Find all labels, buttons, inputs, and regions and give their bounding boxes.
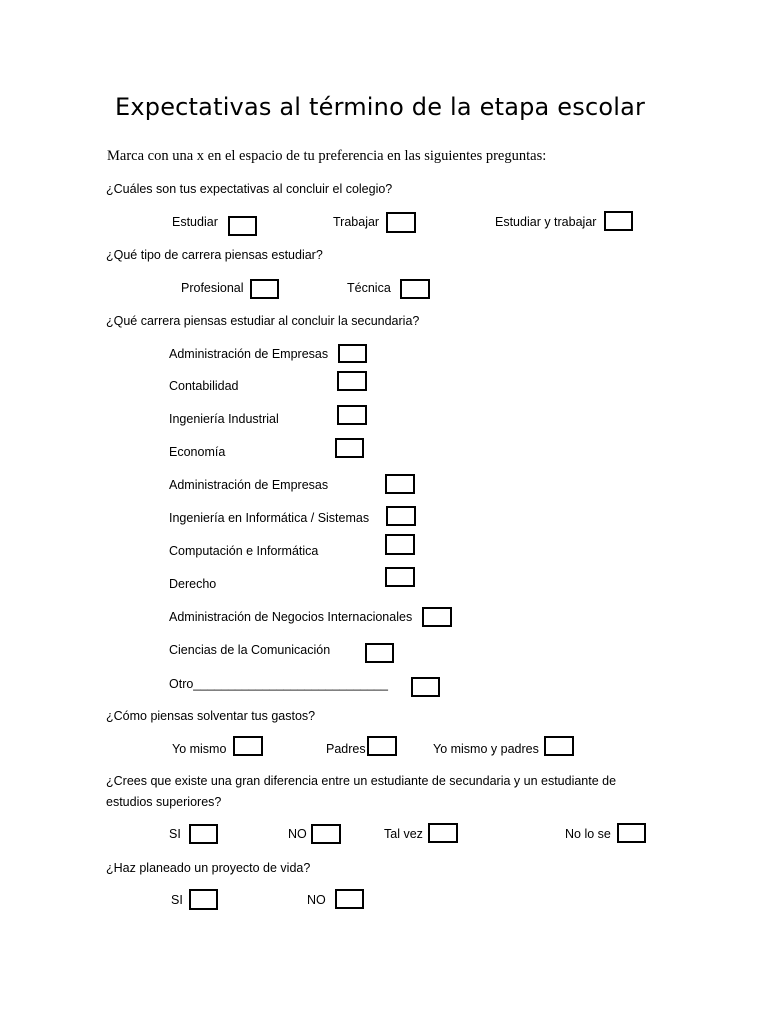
question-diferencia-line1: ¿Crees que existe una gran diferencia entre un estudiante de secundaria y un estudiante de <box>106 774 617 788</box>
checkbox-administracion-empresas-2[interactable] <box>385 474 415 494</box>
question-que-carrera: ¿Qué carrera piensas estudiar al concluir la secundaria? <box>106 314 420 328</box>
checkbox-ingenieria-industrial[interactable] <box>337 405 367 425</box>
option-label-padres: Padres <box>326 742 366 756</box>
option-label-administracion-empresas-1: Administración de Empresas <box>169 347 329 361</box>
option-label-profesional: Profesional <box>181 281 244 295</box>
question-solventar-gastos: ¿Cómo piensas solventar tus gastos? <box>106 709 316 723</box>
option-label-trabajar: Trabajar <box>333 215 380 229</box>
question-tipo-carrera: ¿Qué tipo de carrera piensas estudiar? <box>106 248 323 262</box>
option-label-contabilidad: Contabilidad <box>169 379 239 393</box>
checkbox-contabilidad[interactable] <box>337 371 367 391</box>
option-label-yo-mismo-y-padres: Yo mismo y padres <box>433 742 539 756</box>
checkbox-economia[interactable] <box>335 438 364 458</box>
option-label-derecho: Derecho <box>169 577 217 591</box>
instructions: Marca con una x en el espacio de tu preferencia en las siguientes preguntas: <box>107 148 547 164</box>
option-label-administracion-empresas-2: Administración de Empresas <box>169 478 329 492</box>
checkbox-computacion-informatica[interactable] <box>385 534 415 555</box>
checkbox-estudiar-y-trabajar[interactable] <box>604 211 633 231</box>
checkbox-administracion-empresas-1[interactable] <box>338 344 367 363</box>
checkbox-ingenieria-informatica[interactable] <box>386 506 416 526</box>
checkbox-estudiar[interactable] <box>228 216 257 236</box>
option-label-tal-vez: Tal vez <box>384 827 423 841</box>
option-label-negocios-internacionales: Administración de Negocios Internacionales <box>169 610 413 624</box>
option-label-no-proyecto: NO <box>307 893 326 907</box>
checkbox-yo-mismo-y-padres[interactable] <box>544 736 574 756</box>
question-diferencia-line2: estudios superiores? <box>106 795 222 809</box>
question-expectativas: ¿Cuáles son tus expectativas al concluir el colegio? <box>106 182 393 196</box>
option-label-no: NO <box>288 827 307 841</box>
option-label-ingenieria-industrial: Ingeniería Industrial <box>169 412 279 426</box>
checkbox-tecnica[interactable] <box>400 279 430 299</box>
question-proyecto-vida: ¿Haz planeado un proyecto de vida? <box>106 861 311 875</box>
checkbox-yo-mismo[interactable] <box>233 736 263 756</box>
checkbox-profesional[interactable] <box>250 279 279 299</box>
checkbox-otro[interactable] <box>411 677 440 697</box>
checkbox-tal-vez[interactable] <box>428 823 458 843</box>
checkbox-no[interactable] <box>311 824 341 844</box>
option-label-ciencias-comunicacion: Ciencias de la Comunicación <box>169 643 331 657</box>
checkbox-no-proyecto[interactable] <box>335 889 364 909</box>
checkbox-si-proyecto[interactable] <box>189 889 218 910</box>
option-label-estudiar-y-trabajar: Estudiar y trabajar <box>495 215 597 229</box>
option-label-si: SI <box>169 827 181 841</box>
option-label-otro: Otro____________________________ <box>169 677 388 691</box>
option-label-economia: Economía <box>169 445 226 459</box>
checkbox-si[interactable] <box>189 824 218 844</box>
option-label-si-proyecto: SI <box>171 893 183 907</box>
checkbox-ciencias-comunicacion[interactable] <box>365 643 394 663</box>
checkbox-trabajar[interactable] <box>386 212 416 233</box>
option-label-estudiar: Estudiar <box>172 215 218 229</box>
option-label-no-lo-se: No lo se <box>565 827 611 841</box>
option-label-tecnica: Técnica <box>347 281 391 295</box>
option-label-computacion-informatica: Computación e Informática <box>169 544 319 558</box>
checkbox-negocios-internacionales[interactable] <box>422 607 452 627</box>
option-label-ingenieria-informatica: Ingeniería en Informática / Sistemas <box>169 511 370 525</box>
checkbox-padres[interactable] <box>367 736 397 756</box>
checkbox-derecho[interactable] <box>385 567 415 587</box>
checkbox-no-lo-se[interactable] <box>617 823 646 843</box>
option-label-yo-mismo: Yo mismo <box>172 742 227 756</box>
page-title: Expectativas al término de la etapa escolar <box>115 93 646 121</box>
